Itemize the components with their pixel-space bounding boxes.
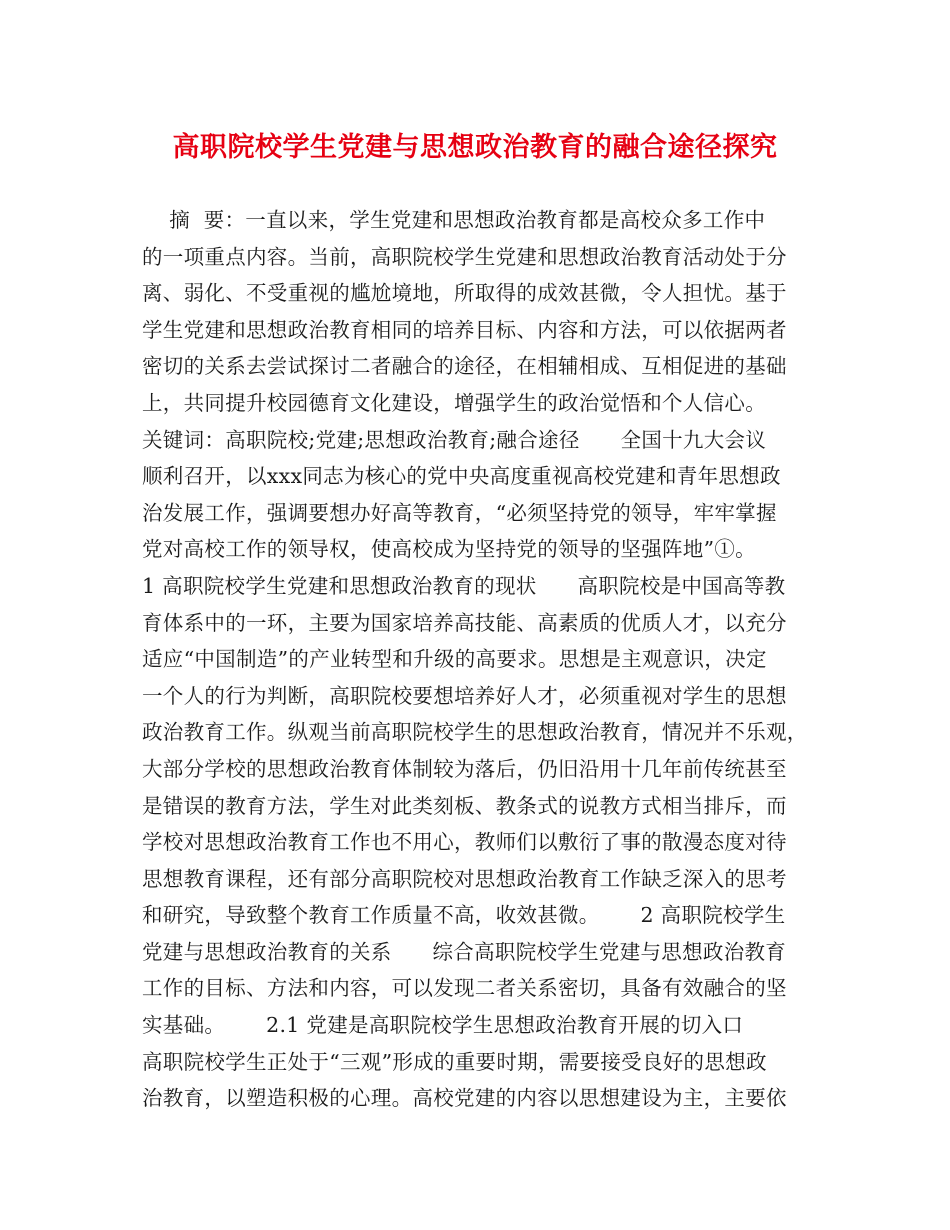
body-line: 的一项重点内容。当前，高职院校学生党建和思想政治教育活动处于分 <box>142 244 787 269</box>
body-line: 一个人的行为判断，高职院校要想培养好人才，必须重视对学生的思想 <box>142 683 787 708</box>
body-line: 政治教育工作。纵观当前高职院校学生的思想政治教育，情况并不乐观， <box>142 720 808 745</box>
body-line: 和研究，导致整个教育工作质量不高，收效甚微。 2 高职院校学生 <box>142 903 786 928</box>
body-line: 适应“中国制造”的产业转型和升级的高要求。思想是主观意识，决定 <box>142 647 767 672</box>
body-line: 学生党建和思想政治教育相同的培养目标、内容和方法，可以依据两者 <box>142 317 787 342</box>
body-line: 高职院校学生正处于“三观”形成的重要时期，需要接受良好的思想政 <box>142 1049 767 1074</box>
body-line: 1 高职院校学生党建和思想政治教育的现状 高职院校是中国高等教 <box>142 573 786 598</box>
document-body <box>142 202 822 1117</box>
body-line: 密切的关系去尝试探讨二者融合的途径，在相辅相成、互相促进的基础 <box>142 354 787 379</box>
body-line: 顺利召开，以xxx同志为核心的党中央高度重视高校党建和青年思想政 <box>142 464 781 489</box>
body-line: 离、弱化、不受重视的尴尬境地，所取得的成效甚微，令人担忧。基于 <box>142 281 787 306</box>
body-line: 工作的目标、方法和内容，可以发现二者关系密切，具备有效融合的坚 <box>142 976 787 1001</box>
body-line: 学校对思想政治教育工作也不用心，教师们以敷衍了事的散漫态度对待 <box>142 830 787 855</box>
body-line: 实基础。 2.1 党建是高职院校学生思想政治教育开展的切入口 <box>142 1013 744 1038</box>
body-line: 育体系中的一环，主要为国家培养高技能、高素质的优质人才，以充分 <box>142 610 787 635</box>
body-line: 治发展工作，强调要想办好高等教育，“必须坚持党的领导，牢牢掌握 <box>142 500 777 525</box>
body-line: 党对高校工作的领导权，使高校成为坚持党的领导的坚强阵地”①。 <box>142 537 756 562</box>
body-line: 是错误的教育方法，学生对此类刻板、教条式的说教方式相当排斥，而 <box>142 793 787 818</box>
document-title: 高职院校学生党建与思想政治教育的融合途径探究 <box>172 132 778 163</box>
body-line: 大部分学校的思想政治教育体制较为落后，仍旧沿用十几年前传统甚至 <box>142 756 787 781</box>
body-line: 治教育，以塑造积极的心理。高校党建的内容以思想建设为主，主要依 <box>142 1086 787 1111</box>
body-line: 思想教育课程，还有部分高职院校对思想政治教育工作缺乏深入的思考 <box>142 866 787 891</box>
body-line: 摘 要：一直以来，学生党建和思想政治教育都是高校众多工作中 <box>142 208 766 232</box>
body-line: 关键词：高职院校;党建;思想政治教育;融合途径 全国十九大会议 <box>142 427 767 452</box>
body-line: 党建与思想政治教育的关系 综合高职院校学生党建与思想政治教育 <box>142 939 787 964</box>
body-line: 上，共同提升校园德育文化建设，增强学生的政治觉悟和个人信心。 <box>142 390 766 415</box>
